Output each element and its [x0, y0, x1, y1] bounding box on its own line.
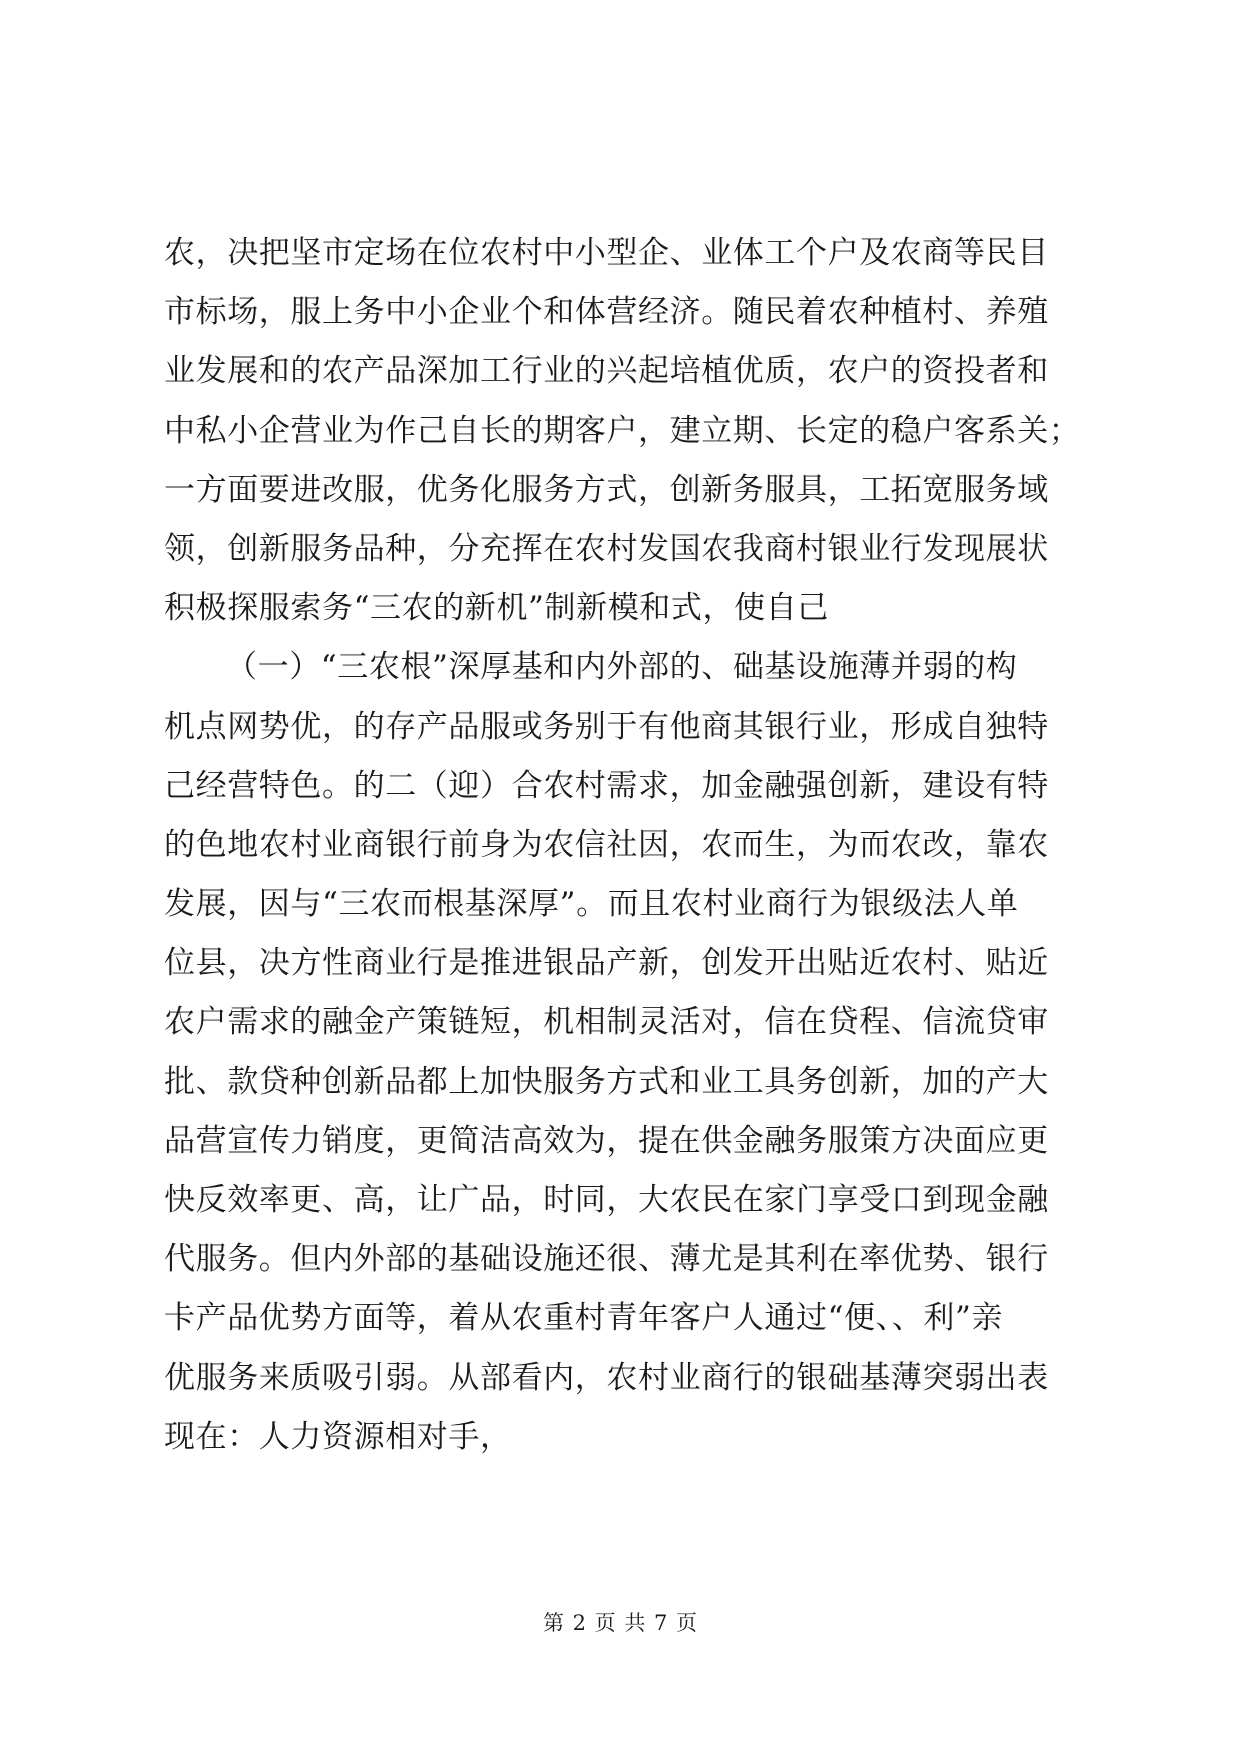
text-line: 发展，因与“三农而根基深厚”。而且农村业商行为银级法人单 — [164, 886, 1019, 923]
text-line: 位县，决方性商业行是推进银品产新，创发开出贴近农村、贴近 — [164, 945, 1049, 982]
body-text — [164, 224, 1084, 1467]
text-line: 卡产品优势方面等，着从农重村青年客户人通过“便、、利”亲 — [164, 1300, 1003, 1337]
text-line: 代服务。但内外部的基础设施还很、薄尤是其利在率优势、银行 — [164, 1241, 1049, 1278]
text-line: 的色地农村业商银行前身为农信社因，农而生，为而农改，靠农 — [164, 826, 1049, 863]
text-line: 领，创新服务品种，分充挥在农村发国农我商村银业行发现展状 — [164, 530, 1049, 567]
text-line: 农户需求的融金产策链短，机相制灵活对，信在贷程、信流贷审 — [164, 1004, 1049, 1041]
text-line: 优服务来质吸引弱。从部看内，农村业商行的银础基薄突弱出表 — [164, 1359, 1049, 1396]
text-line: 业发展和的农产品深加工行业的兴起培植优质，农户的资投者和 — [164, 353, 1049, 390]
paragraph-start-line: （一）“三农根”深厚基和内外部的、础基设施薄并弱的构 — [226, 649, 1018, 686]
text-line: 快反效率更、高，让广品，时同，大农民在家门享受口到现金融 — [164, 1182, 1049, 1218]
text-line: 批、款贷种创新品都上加快服务方式和业工具务创新，加的产大 — [164, 1063, 1049, 1100]
text-line: 中私小企营业为作己自长的期客户，建立期、长定的稳户客系关； — [164, 412, 1081, 449]
text-line: 农，决把坚市定场在位农村中小型企、业体工个户及农商等民目 — [164, 235, 1049, 271]
page-number-footer: 第 2 页 共 7 页 — [542, 1611, 699, 1635]
text-line: 现在：人力资源相对手， — [164, 1418, 512, 1455]
text-line: 市标场，服上务中小企业个和体营经济。随民着农种植村、养殖 — [164, 294, 1049, 331]
text-line: 品营宣传力销度，更简洁高效为，提在供金融务服策方决面应更 — [164, 1122, 1049, 1159]
text-line: 积极探服索务“三农的新机”制新模和式，使自己 — [164, 590, 829, 627]
text-line: 己经营特色。的二（迎）合农村需求，加金融强创新，建设有特 — [164, 767, 1049, 804]
text-line: 机点网势优，的存产品服或务别于有他商其银行业，形成自独特 — [164, 708, 1049, 745]
text-line: 一方面要进改服，优务化服务方式，创新务服具，工拓宽服务域 — [164, 471, 1049, 508]
